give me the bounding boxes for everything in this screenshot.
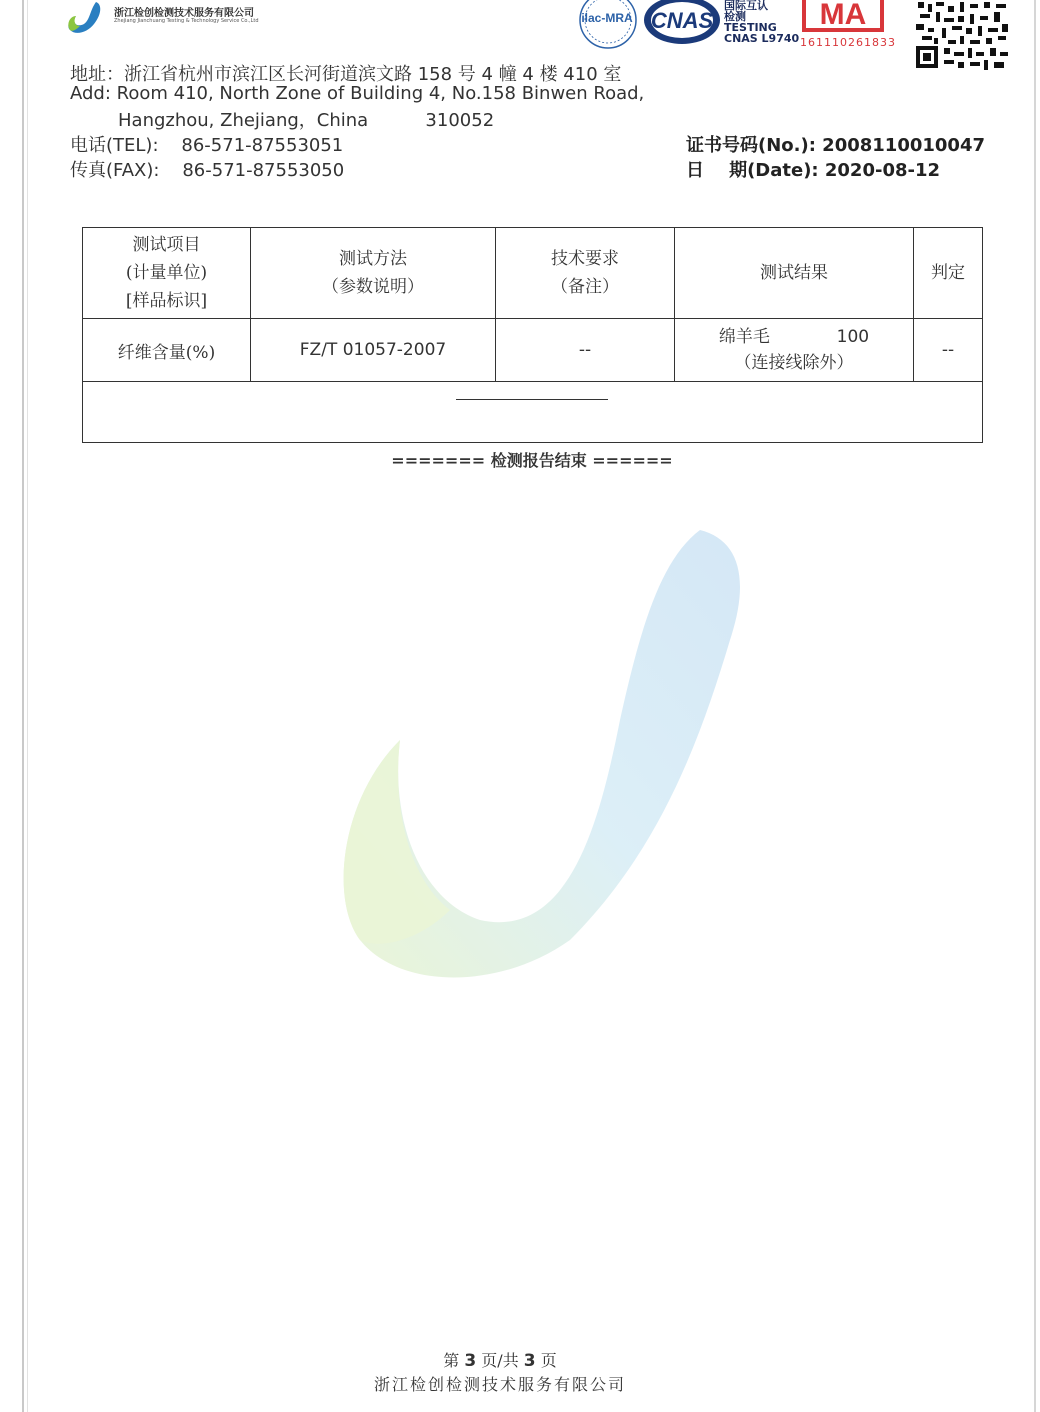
table-empty-row — [83, 382, 983, 443]
report-date: 日 期(Date): 2020-08-12 — [686, 160, 941, 181]
company-logo-icon — [66, 0, 106, 36]
watermark-logo-icon — [320, 520, 760, 990]
page-current: 3 — [464, 1351, 477, 1371]
address-en-line2: Hangzhou, Zhejiang，China 310052 — [118, 110, 495, 131]
cell-item: 纤维含量(%) — [83, 319, 251, 382]
footer-company-name: 浙江检创检测技术服务有限公司 — [373, 1375, 626, 1394]
cnas-text-line3: TESTING — [724, 21, 777, 34]
page-edge-left — [22, 0, 24, 1412]
table-row — [83, 319, 983, 382]
tel: 电话(TEL): 86-571-87553051 — [70, 135, 344, 156]
blank-line-divider — [456, 399, 608, 400]
page-number: 第 3 页/共 3 页 — [443, 1351, 557, 1371]
page-total: 3 — [523, 1351, 536, 1371]
header-test-result: 测试结果 — [675, 228, 914, 319]
address-en-line1: Add: Room 410, North Zone of Building 4, No.158 Binwen Road, — [70, 83, 645, 104]
cell-requirement: -- — [496, 319, 675, 382]
certificate-number: 证书号码(No.): 2008110010047 — [686, 135, 986, 156]
header-judgement: 判定 — [914, 228, 983, 319]
fax: 传真(FAX): 86-571-87553050 — [70, 160, 345, 181]
cnas-accreditation-text — [724, 0, 799, 44]
ilac-label: ilac-MRA — [581, 11, 633, 25]
table-header-row — [83, 228, 983, 319]
cnas-logo-text: CNAS — [650, 8, 714, 33]
address-cn: 地址：浙江省杭州市滨江区长河街道滨文路 158 号 4 幢 4 楼 410 室 — [70, 64, 622, 85]
header-test-item: 测试项目 (计量单位) [样品标识] — [83, 228, 251, 319]
result-value: 100 — [836, 327, 870, 347]
cell-method: FZ/T 01057-2007 — [251, 319, 496, 382]
end-of-report: ======= 检测报告结束 ====== — [391, 451, 673, 470]
cnas-text-line1: 国际互认 — [724, 0, 768, 12]
cell-judgement: -- — [914, 319, 983, 382]
company-name-en: Zhejiang Jianchuang Testing & Technology Service Co.,Ltd — [114, 18, 259, 24]
qr-code-icon[interactable] — [914, 0, 1010, 72]
result-note: （连接线除外） — [734, 353, 854, 373]
results-table — [82, 227, 983, 443]
cnas-text-line2: 检测 — [724, 10, 746, 23]
ilac-mra-logo-icon — [574, 0, 640, 50]
header-requirement: 技术要求 （备注） — [496, 228, 675, 319]
page-edge-right — [1034, 0, 1036, 1412]
cnas-logo-icon — [642, 0, 722, 46]
result-fiber: 绵羊毛 — [718, 327, 770, 347]
page-edge-left-inner — [27, 0, 28, 1412]
cma-logo-icon — [798, 0, 888, 34]
company-name-cn: 浙江检创检测技术服务有限公司 — [114, 8, 254, 19]
cnas-text-line4: CNAS L9740 — [724, 32, 800, 45]
cell-result — [675, 319, 914, 382]
cma-number: 161110261833 — [800, 36, 896, 49]
header-test-method: 测试方法 （参数说明） — [251, 228, 496, 319]
svg-text:MA: MA — [819, 0, 867, 31]
